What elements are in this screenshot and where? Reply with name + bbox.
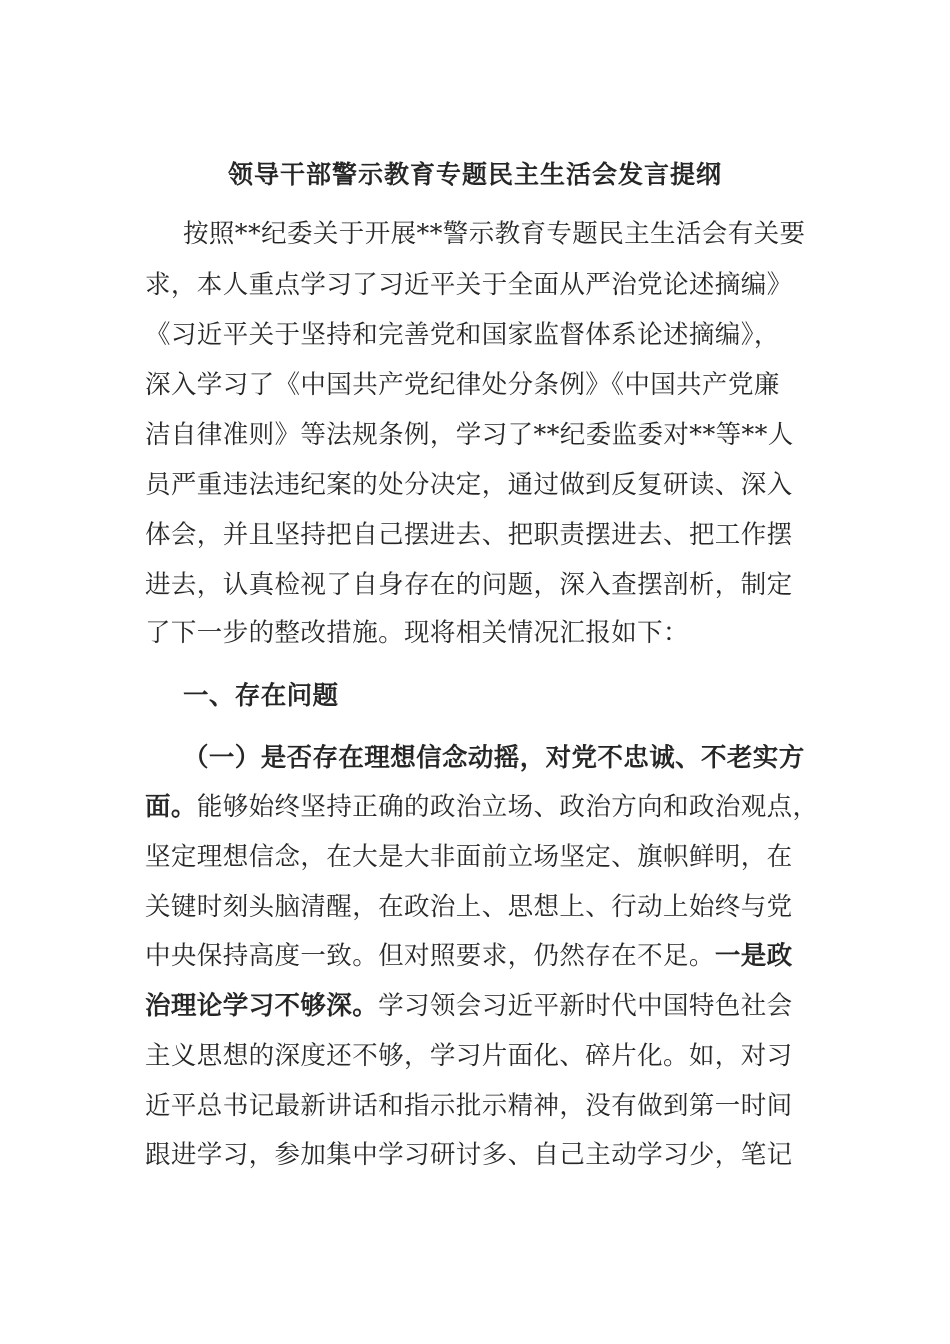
intro-line-3: 《习近平关于坚持和完善党和国家监督体系论述摘编》，: [145, 320, 780, 350]
intro-line-4: 深入学习了《中国共产党纪律处分条例》《中国共产党廉: [145, 370, 780, 400]
subsection-line-3: 坚定理想信念，在大是大非面前立场坚定、旗帜鲜明，在: [145, 842, 793, 872]
subsection-line-6-text: 学习领会习近平新时代中国特色社会: [378, 991, 793, 1021]
subsection-line-2-text: 能够始终坚持正确的政治立场、政治方向和政治观点，: [196, 792, 819, 822]
intro-line-9: 了下一步的整改措施。现将相关情况汇报如下：: [145, 618, 689, 648]
intro-line-1: 按照**纪委关于开展**警示教育专题民主生活会有关要: [183, 219, 806, 249]
subsection-line-1: （一）是否存在理想信念动摇，对党不忠诚、不老实方: [183, 743, 805, 773]
intro-line-2: 求，本人重点学习了习近平关于全面从严治党论述摘编》: [145, 270, 793, 300]
point-one-heading-end: 治理论学习不够深。: [145, 991, 379, 1021]
point-one-heading-start: 一是政: [714, 941, 793, 971]
subsection-line-9: 跟进学习，参加集中学习研讨多、自己主动学习少，笔记: [145, 1140, 793, 1170]
subsection-line-8: 近平总书记最新讲话和指示批示精神，没有做到第一时间: [145, 1091, 793, 1121]
intro-line-8: 进去，认真检视了自身存在的问题，深入查摆剖析，制定: [145, 570, 793, 600]
subsection-line-6: [145, 981, 793, 1031]
subsection-line-7: 主义思想的深度还不够，学习片面化、碎片化。如，对习: [145, 1041, 793, 1071]
subsection-line-5-text: 中央保持高度一致。但对照要求，仍然存在不足。: [145, 941, 715, 971]
document-title: 领导干部警示教育专题民主生活会发言提纲: [227, 160, 722, 189]
subsection-line-2: [145, 782, 818, 832]
intro-line-5: 洁自律准则》等法规条例，学习了**纪委监委对**等**人: [145, 420, 794, 450]
intro-line-6: 员严重违法违纪案的处分决定，通过做到反复研读、深入: [145, 470, 793, 500]
subsection-line-5: [145, 931, 793, 981]
subsection-heading-end: 面。: [145, 792, 197, 822]
section-heading: 一、存在问题: [183, 681, 339, 711]
intro-line-7: 体会，并且坚持把自己摆进去、把职责摆进去、把工作摆: [145, 520, 793, 550]
subsection-line-4: 关键时刻头脑清醒，在政治上、思想上、行动上始终与党: [145, 892, 793, 922]
